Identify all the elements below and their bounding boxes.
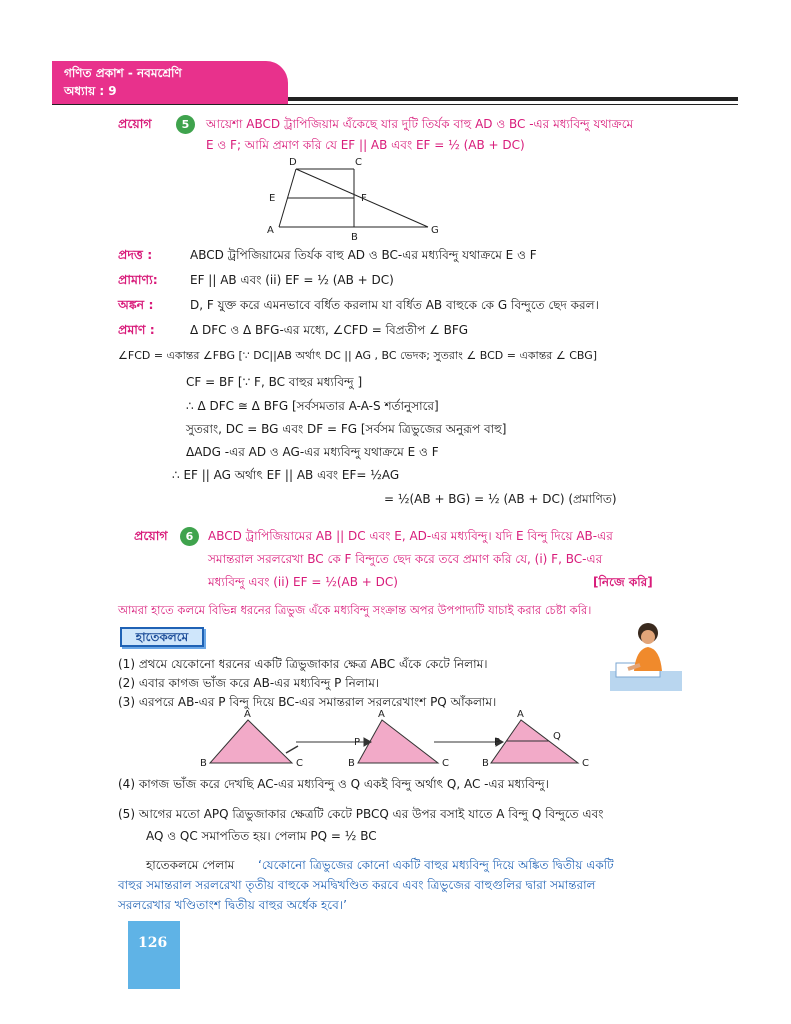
activity-title-box: হাতেকলমে [120,627,204,647]
fig2-label-p3: P [494,737,501,748]
proof-step-6: ∴ EF || AG অর্থাৎ EF || AB এবং EF= ½AG [172,468,400,482]
prove-text: EF || AB এবং (ii) EF = ½ (AB + DC) [190,273,394,287]
header-rule-thin [52,104,738,105]
activity-step-4: (4) কাগজ ভাঁজ করে দেখছি AC-এর মধ্যবিন্দু ও Q একই বিন্দু অর্থাৎ Q, AC -এর মধ্যবিন্দু। [118,777,549,791]
proof-step-7: = ½(AB + BG) = ½ (AB + DC) (প্রমাণিত) [384,492,617,506]
prayog6-label: প্রয়োগ [134,528,168,543]
chapter-number: অধ্যায় : 9 [64,84,117,98]
point-label-a: A [267,225,274,236]
conclusion-lead: হাতেকলমে পেলাম [146,858,235,872]
student-illustration [610,619,682,693]
prayog5-label: প্রয়োগ [118,116,152,131]
fig2-label-b1: B [200,758,207,769]
point-label-f: F [361,193,367,204]
prayog6-line2: সমান্তরাল সরলরেখা BC কে F বিন্দুতে ছেদ করে তবে প্রমাণ করি যে, (i) F, BC-এর [208,552,603,566]
triangle-activity-figure [196,708,616,770]
construction-text: D, F যুক্ত করে এমনভাবে বর্ধিত করলাম যা বর্ধিত AB বাহুকে কে G বিন্দুতে ছেদ করল। [190,298,599,312]
self-do-note: [নিজে করি] [593,575,653,589]
page-number: 126 [128,921,180,989]
fig2-label-a1: A [244,709,251,720]
proof-first-line: Δ DFC ও Δ BFG-এর মধ্যে, ∠CFD = বিপ্রতীপ ∠ BFG [190,323,469,337]
header-rule-thick [288,97,738,101]
fold-mark [286,746,298,753]
given-label: প্রদত্ত : [118,247,153,262]
conclusion-line-2: বাহুর সমান্তরাল সরলরেখা তৃতীয় বাহুকে সমদ্বিখণ্ডিত করবে এবং ত্রিভুজের বাহুগুলির দ্বারা সমান্তরাল [118,878,596,892]
trapezium-figure [255,154,445,242]
triangle-abc-1 [210,720,292,763]
proof-step-4: সুতরাং, DC = BG এবং DF = FG [সর্বসম ত্রিভুজের অনুরূপ বাহু] [186,422,507,436]
proof-step-2: CF = BF [∵ F, BC বাহুর মধ্যবিন্দু ] [186,375,363,389]
fig2-label-b2: B [348,758,355,769]
point-label-c: C [355,157,362,168]
fig2-label-q3: Q [553,731,561,742]
prayog6-number-badge: 6 [180,527,199,546]
fig2-label-a2: A [378,709,385,720]
point-label-d: D [289,157,297,168]
prayog5-number-badge: 5 [176,115,195,134]
proof-step-1: ∠FCD = একান্তর ∠FBG [∵ DC||AB অর্থাৎ DC || AG , BC ভেদক; সুতরাং ∠ BCD = একান্তর ∠ CBG] [118,349,598,362]
fig2-label-a3: A [517,709,524,720]
fig2-label-p2: P [354,737,361,748]
chapter-header [52,61,288,104]
construction-label: অঙ্কন : [118,297,154,312]
proof-label: প্রমাণ : [118,322,155,337]
activity-step-5a: (5) আগের মতো APQ ত্রিভুজাকার ক্ষেত্রটি কেটে PBCQ এর উপর বসাই যাতে A বিন্দু Q বিন্দুতে এবং [118,807,604,821]
prayog5-line1: আয়েশা ABCD ট্রাপিজিয়াম এঁকেছে যার দুটি তির্যক বাহু AD ও BC -এর মধ্যবিন্দু যথাক্রমে [206,117,634,131]
activity-step-5b: AQ ও QC সমাপতিত হয়। পেলাম PQ = ½ BC [146,829,377,843]
activity-step-2: (2) এবার কাগজ ভাঁজ করে AB-এর মধ্যবিন্দু P নিলাম। [118,676,380,690]
point-label-g: G [431,225,439,236]
proof-step-5: ΔADG -এর AD ও AG-এর মধ্যবিন্দু যথাক্রমে E ও F [186,445,439,459]
proof-step-3: ∴ Δ DFC ≅ Δ BFG [সর্বসমতার A-A-S শর্তানুসারে] [186,399,439,413]
given-text: ABCD ট্রপিজিয়ামের তির্যক বাহু AD ও BC-এর মধ্যবিন্দু যথাক্রমে E ও F [190,248,537,262]
book-title: গণিত প্রকাশ - নবমশ্রেণি [64,66,182,80]
fig2-label-c2: C [442,758,449,769]
activity-step-1: (1) প্রথমে যেকোনো ধরনের একটি ত্রিভুজাকার ক্ষেত্র ABC এঁকে কেটে নিলাম। [118,657,488,671]
activity-intro: আমরা হাতে কলমে বিভিন্ন ধরনের ত্রিভুজ এঁকে মধ্যবিন্দু সংক্রান্ত অপর উপপাদ্যটি যাচাই করার চেষ্টা করি। [118,603,592,617]
prayog6-line3: মধ্যবিন্দু এবং (ii) EF = ½(AB + DC) [208,575,398,589]
prayog6-line1: ABCD ট্রাপিজিয়ামের AB || DC এবং E, AD-এর মধ্যবিন্দু। যদি E বিন্দু দিয়ে AB-এর [208,529,613,543]
activity-step-3: (3) এরপরে AB-এর P বিন্দু দিয়ে BC-এর সমান্তরাল সরলরেখাংশ PQ আঁকলাম। [118,695,497,709]
point-label-e: E [269,193,276,204]
prove-label: প্রামাণ্য: [118,272,158,287]
point-label-b: B [351,232,358,242]
conclusion-line-3: সরলরেখার খণ্ডিতাংশ দ্বিতীয় বাহুর অর্ধেক হবে।’ [118,898,347,912]
fig2-label-c1: C [296,758,303,769]
fig2-label-c3: C [582,758,589,769]
fig2-label-b3: B [482,758,489,769]
prayog5-line2: E ও F; আমি প্রমাণ করি যে EF || AB এবং EF = ½ (AB + DC) [206,138,525,152]
conclusion-line-1: ‘যেকোনো ত্রিভুজের কোনো একটি বাহুর মধ্যবিন্দু দিয়ে অঙ্কিত দ্বিতীয় একটি [258,858,614,872]
